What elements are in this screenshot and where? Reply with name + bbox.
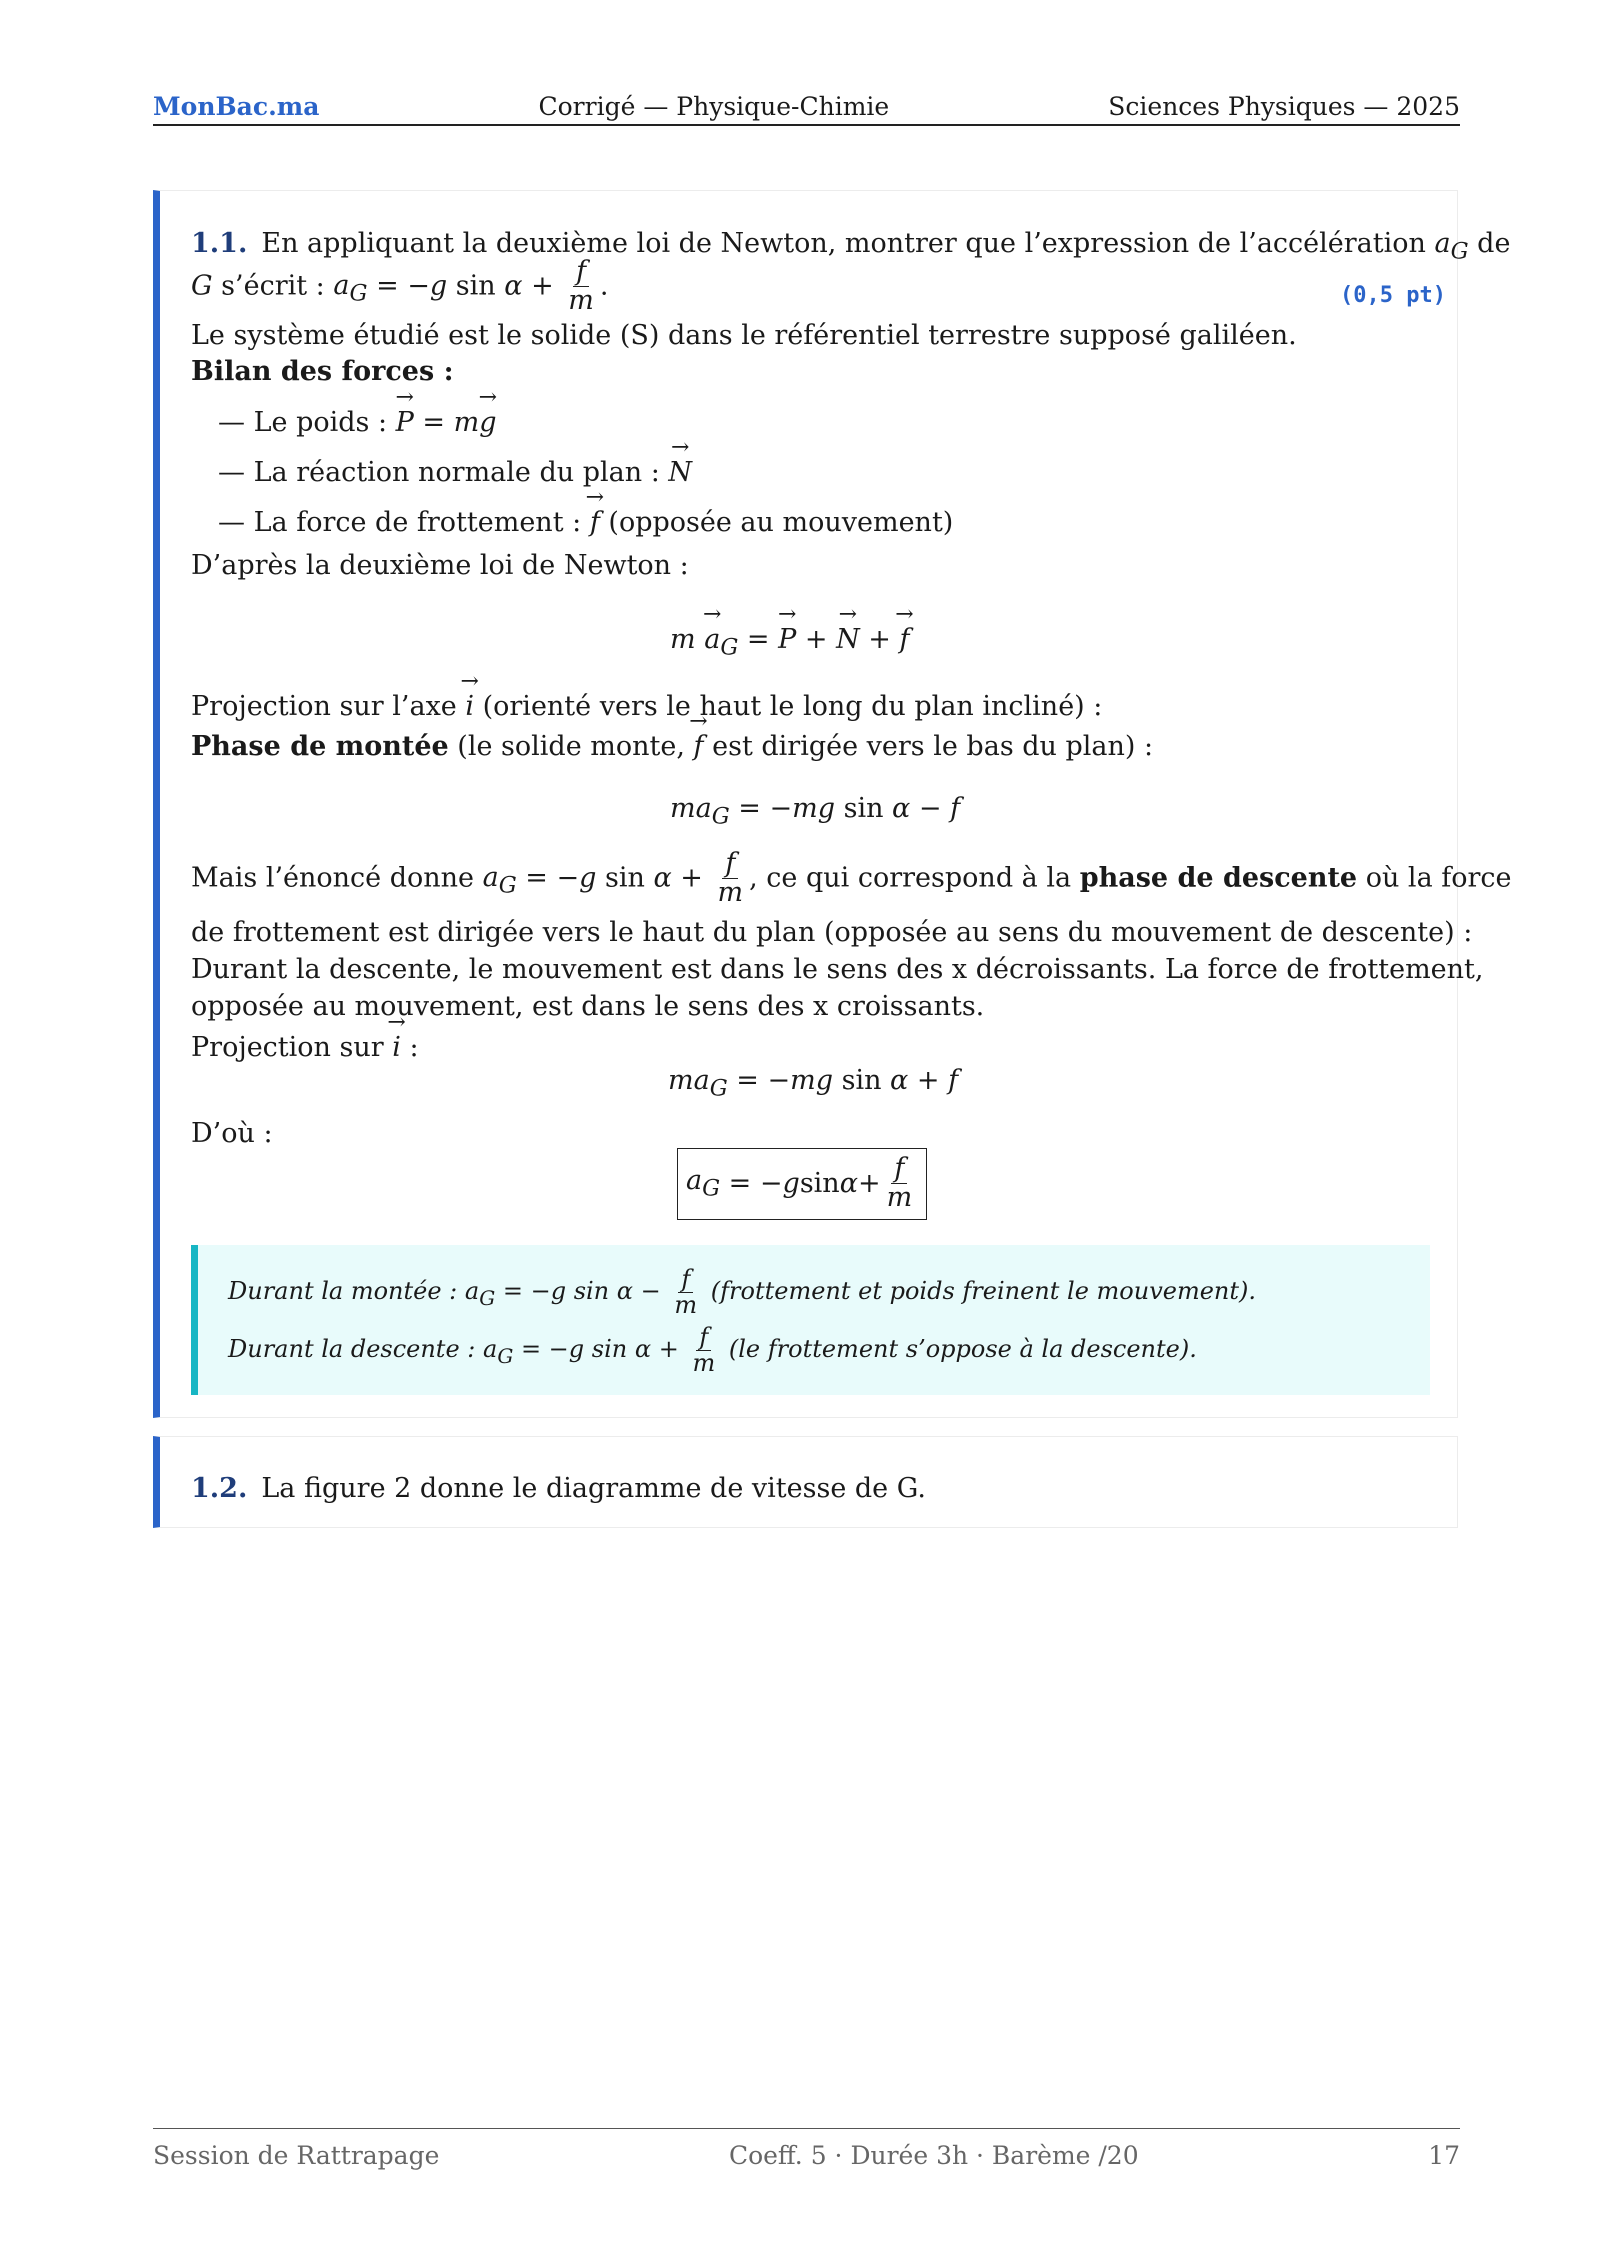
system-line: Le système étudié est le solide (S) dans le référentiel terrestre supposé galiléen. — [191, 320, 1297, 351]
q11-statement-line2: G s’écrit : $a_G = -g$ sin α + $\frac{f}{m}$ . — [191, 256, 609, 317]
q12-statement: 1.2. La figure 2 donne le diagramme de vitesse de G. — [191, 1473, 926, 1504]
mais-line: Mais l’énoncé donne $a_G = -g$ sin α + $\frac{f}{m}$ , ce qui correspond à la phase de descente où la force — [191, 848, 1512, 909]
remark-line-down: Durant la descente : $a_G = -g$ sin α + $\frac{f}{m}$ (le frottement s’oppose à la descente). — [228, 1323, 1197, 1378]
equation-up: $ma_G = -mg$ sin α − f — [670, 793, 961, 830]
projection-intro: Projection sur l’axe → i (orienté vers le haut le long du plan incliné) : — [191, 687, 1102, 723]
page-number: 17 — [1428, 2141, 1460, 2170]
force-item-weight: — Le poids : → P = m→ g — [218, 403, 497, 439]
dou-label: D’où : — [191, 1118, 273, 1149]
points-badge: (0,5 pt) — [1340, 283, 1446, 308]
forces-title: Bilan des forces : — [191, 356, 454, 387]
page-footer — [153, 2128, 1460, 2170]
page-header — [153, 88, 1460, 126]
equation-down: $ma_G = -mg$ sin α + f — [668, 1065, 959, 1102]
remark-box — [191, 1245, 1430, 1395]
question-number: 1.1. — [191, 228, 248, 259]
boxed-result: $a_G$ = − g sin α + $\frac{f}{m}$ — [677, 1148, 927, 1220]
durant-line2: opposée au mouvement, est dans le sens des x croissants. — [191, 991, 985, 1022]
question-number: 1.2. — [191, 1473, 248, 1504]
projection-sur: Projection sur → i : — [191, 1028, 419, 1064]
brand-name[interactable]: MonBac.ma — [153, 91, 320, 121]
q11-statement-line1: 1.1. En appliquant la deuxième loi de Newton, montrer que l’expression de l’accélération $a_G$ de — [191, 228, 1511, 265]
force-item-friction: — La force de frottement : → f (opposée au mouvement) — [218, 503, 953, 539]
header-right: Sciences Physiques — 2025 — [1108, 91, 1460, 121]
footer-session: Session de Rattrapage — [153, 2141, 440, 2170]
remark-line-up: Durant la montée : $a_G = -g$ sin α − $\frac{f}{m}$ (frottement et poids freinent le mouvement). — [228, 1265, 1257, 1320]
phase-up-line: Phase de montée (le solide monte, → f est dirigée vers le bas du plan) : — [191, 727, 1153, 763]
newton-intro: D’après la deuxième loi de Newton : — [191, 550, 689, 581]
durant-line1: Durant la descente, le mouvement est dans le sens des x décroissants. La force de frottement, — [191, 954, 1484, 985]
force-item-normal: — La réaction normale du plan : → N — [218, 453, 692, 489]
header-center: Corrigé — Physique-Chimie — [538, 91, 890, 121]
footer-info: Coeff. 5 · Durée 3h · Barème /20 — [728, 2141, 1139, 2170]
frottement-line: de frottement est dirigée vers le haut du plan (opposée au sens du mouvement de descente) : — [191, 917, 1473, 948]
newton-equation: $m \to a_G$ = → P + → N + → f — [670, 620, 909, 661]
